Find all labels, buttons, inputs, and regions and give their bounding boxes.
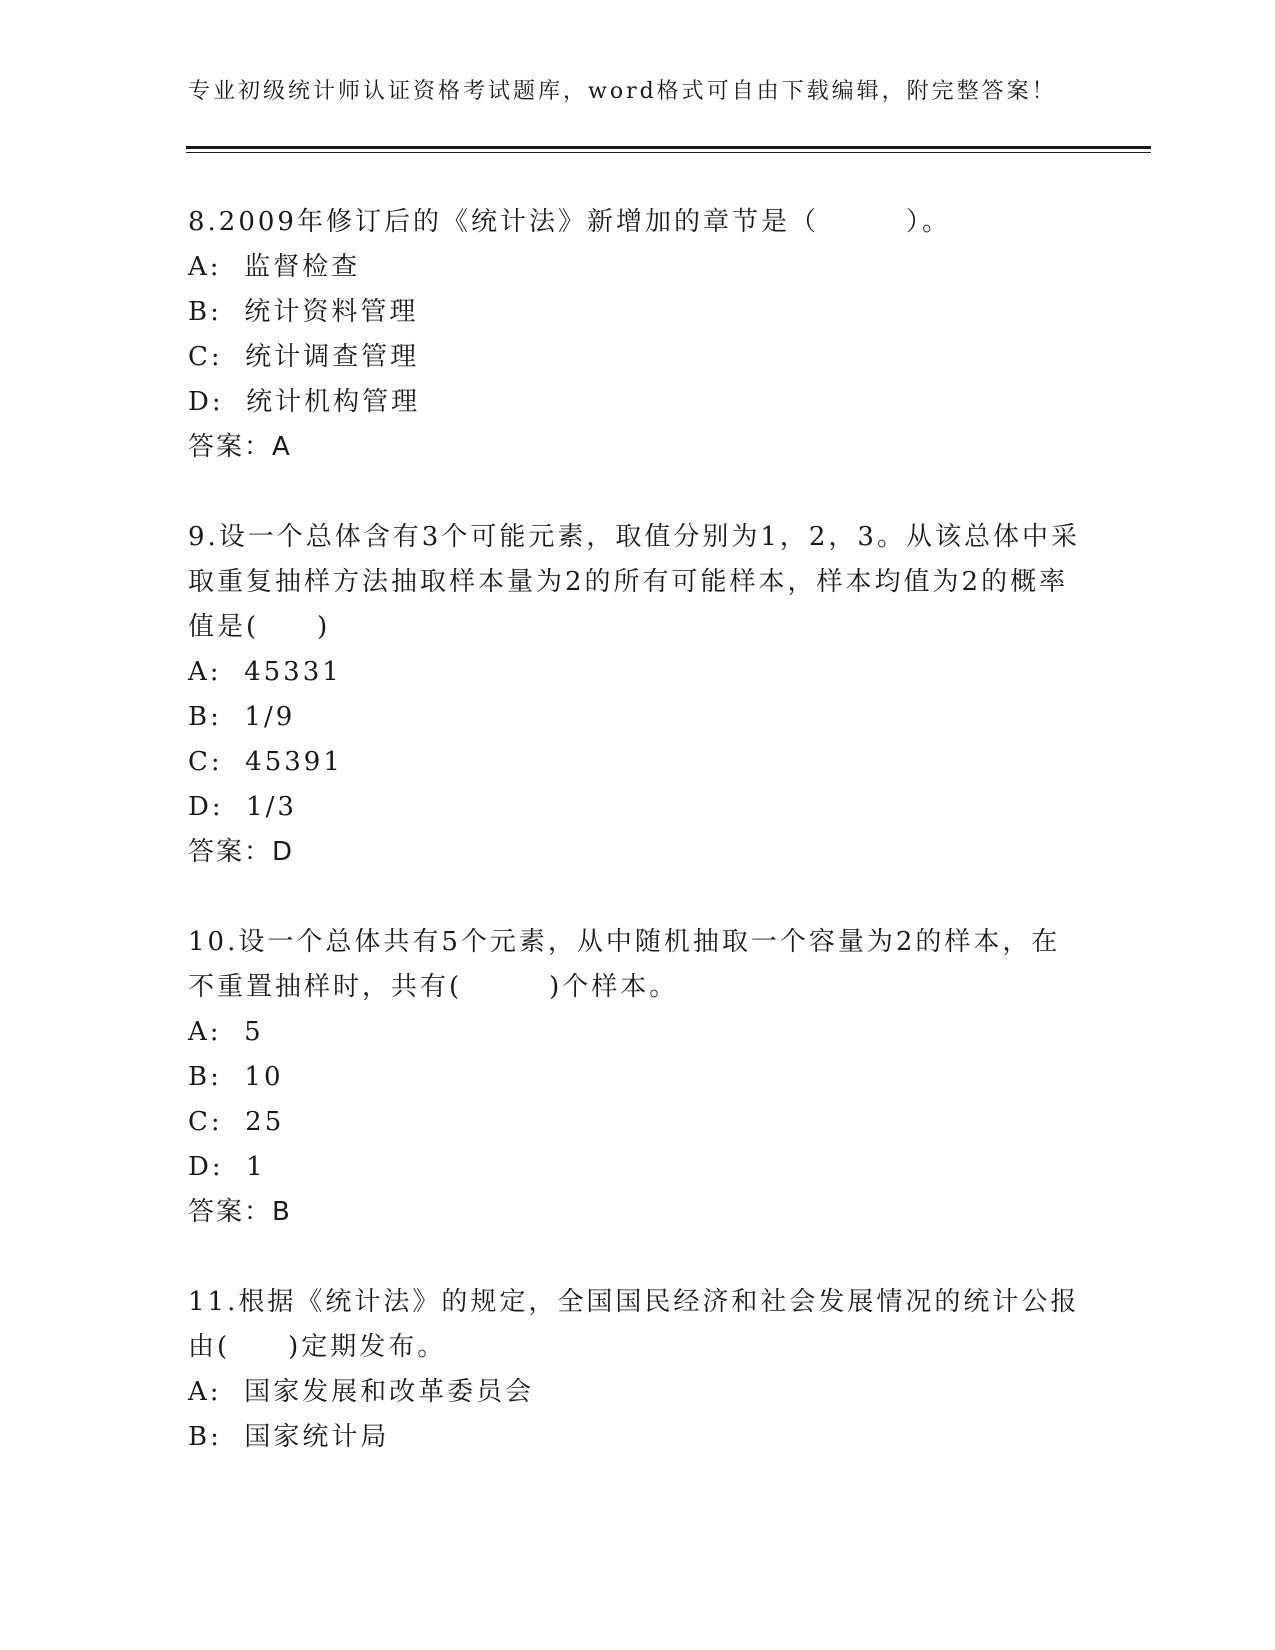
option-a: A: 45331 <box>188 657 342 687</box>
option-d: D: 统计机构管理 <box>188 387 421 417</box>
question-stem: 11.根据《统计法》的规定，全国国民经济和社会发展情况的统计公报由( )定期发布。 <box>188 1287 1080 1362</box>
answer: 答案：A <box>188 432 292 462</box>
page-header: 专业初级统计师认证资格考试题库，word格式可自由下载编辑，附完整答案！ <box>188 79 1057 104</box>
question-11 <box>188 1280 1088 1460</box>
option-d: D: 1 <box>188 1152 266 1182</box>
option-a: A: 5 <box>188 1017 264 1047</box>
question-9 <box>188 515 1088 875</box>
option-b: B: 统计资料管理 <box>188 297 419 327</box>
question-stem: 9.设一个总体含有3个可能元素，取值分别为1，2，3。从该总体中采取重复抽样方法抽取样本量为2的所有可能样本，样本均值为2的概率值是( ) <box>188 522 1080 642</box>
option-a: A: 国家发展和改革委员会 <box>188 1377 535 1407</box>
option-c: C: 45391 <box>188 747 343 777</box>
option-b: B: 1/9 <box>188 702 296 732</box>
option-c: C: 统计调查管理 <box>188 342 420 372</box>
answer: 答案：D <box>188 837 295 867</box>
option-c: C: 25 <box>188 1107 285 1137</box>
question-10 <box>188 920 1088 1235</box>
header-rule-thick <box>186 146 1151 149</box>
answer: 答案：B <box>188 1197 292 1227</box>
question-list <box>188 200 1088 1505</box>
question-stem: 8.2009年修订后的《统计法》新增加的章节是（ ）。 <box>188 207 951 237</box>
question-8 <box>188 200 1088 470</box>
question-stem: 10.设一个总体共有5个元素，从中随机抽取一个容量为2的样本，在不重置抽样时，共有( )个样本。 <box>188 927 1061 1002</box>
option-b: B: 国家统计局 <box>188 1422 390 1452</box>
option-a: A: 监督检查 <box>188 252 361 282</box>
option-b: B: 10 <box>188 1062 284 1092</box>
header-rule-thin <box>186 152 1151 153</box>
option-d: D: 1/3 <box>188 792 297 822</box>
